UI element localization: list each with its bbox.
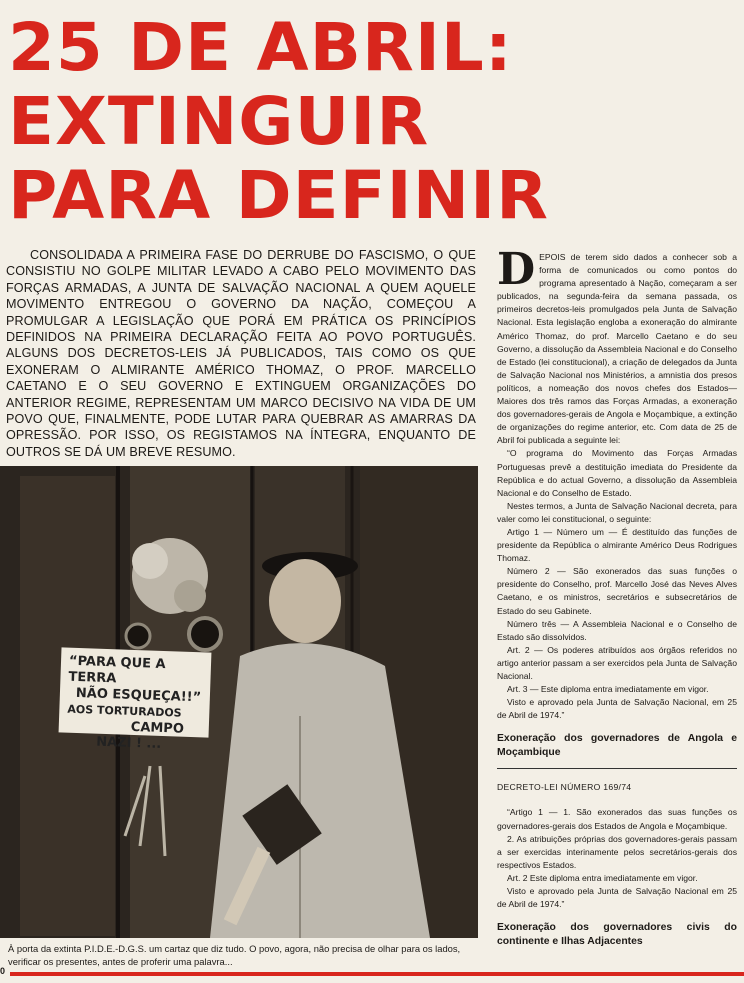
sign-line-2: NÃO ESQUEÇA!!”	[75, 685, 202, 706]
law-paragraph-7: Art. 3 — Este diploma entra imediatamente em vigor.	[507, 684, 709, 695]
dropcap: D	[497, 244, 536, 295]
right-column	[497, 244, 737, 949]
sign-line-3: AOS TORTURADOS	[67, 702, 182, 720]
bottom-rule	[10, 972, 744, 976]
decree-paragraph-3: Art. 2 Este diploma entra imediatamente em vigor.	[507, 872, 698, 883]
decreto-heading: DECRETO-LEI NÚMERO 169/74	[497, 782, 632, 793]
subheading-governadores-civis: Exoneração dos governadores civis do continente e Ilhas Adjacentes	[497, 922, 737, 948]
law-paragraph-6: Art. 2 — Os poderes atribuídos aos órgãos referidos no artigo anterior passam a ser exercidos pela Junta de Salvação Nacional.	[497, 644, 737, 681]
law-paragraph-2: Nestes termos, a Junta de Salvação Nacional decreta, para valer como lei constitucional, o seguinte:	[497, 500, 737, 524]
headline-line-2: EXTINGUIR	[8, 83, 430, 160]
law-paragraph-8: Visto e aprovado pela Junta de Salvação Nacional, em 25 de Abril de 1974.”	[497, 697, 737, 721]
headline-line-3: PARA DEFINIR	[8, 157, 550, 234]
law-paragraph-3: Artigo 1 — Número um — É destituído das funções de presidente da República o almirante Américo Deus Rodrigues Thomaz.	[497, 526, 737, 564]
lead-paragraph: CONSOLIDADA A PRIMEIRA FASE DO DERRUBE DO FASCISMO, O QUE CONSISTIU NO GOLPE MILITAR LEVADO A CABO PELO MOVIMENTO DAS FORÇAS ARMADAS, A JUNTA DE SALVAÇÃO NACIONAL A QUEM AQUELE MOVIMENTO ENTREGOU O GOVERNO DA NAÇÃO, COMEÇOU A PROMULGAR A LEGISLAÇÃO QUE PORÁ EM PRÁTICA OS PRINCÍPIOS DEFINIDOS NA PRIMEIRA DECLARAÇÃO FEITA AO POVO PORTUGUÊS. ALGUNS DOS DECRETOS-LEIS JÁ PUBLICADOS, TAIS COMO OS QUE EXONERAM O ALMIRANTE AMÉRICO THOMAZ, O PROF. MARCELLO CAETANO E O SEU GOVERNO E EXTINGUEM ORGANIZAÇÕES DO ANTERIOR REGIME, REPRESENTAM UM MARCO DECISIVO NA VIDA DE UM POVO QUE, FINALMENTE, PODE LUTAR PARA QUEBRAR AS AMARRAS DA OPRESSÃO. POR ISSO, OS REGISTAMOS NA ÍNTEGRA, ENQUANTO DE OUTROS SE DÁ UM BREVE RESUMO.	[6, 248, 476, 459]
law-paragraph-4: Número 2 — São exonerados das suas funções o presidente do Conselho, prof. Marcello José das Neves Alves Caetano, e os ministros, secretários e subsecretários de Estado do seu Gabinete.	[497, 566, 737, 616]
photo-caption: À porta da extinta P.I.D.E.-D.G.S. um cartaz que diz tudo. O povo, agora, não precisa de olhar para os lados, verificar os presentes, antes de proferir uma palavra...	[8, 943, 461, 967]
page-number: 0	[0, 966, 6, 976]
decree-paragraph-1: “Artigo 1 — 1. São exonerados das suas funções os governadores-gerais dos Estados de Angola e Moçambique.	[497, 807, 737, 831]
intro-text: EPOIS de terem sido dados a conhecer sob a forma de comunicados ou como pontos do programa apresentado à Nação, começaram a ser publicados, na segunda-feira da semana passada, os primeiros decretos-leis promulgados pela Junta de Salvação Nacional. Esta legislação engloba a exoneração do almirante Américo Thomaz, do prof. Marcello Caetano e do seu Governo, a dissolução da Assembleia Nacional e do Conselho de Estado (lei constitucional), a criação de delegados da Junta de Salvação Nacional nos Ministérios, a amnistia dos presos políticos, a nomeação dos novos chefes dos Estados—Maiores dos três ramos das Forças Armadas, a exoneração dos governadores-gerais de Angola e Moçambique, a extinção de organizações do regime anterior, etc. Com data de 25 de Abril foi publicada a seguinte lei:	[497, 252, 737, 446]
intro-paragraph	[497, 244, 737, 447]
subheading-angola: Exoneração dos governadores de Angola e Moçambique	[497, 733, 737, 759]
law-paragraph-1: “O programa do Movimento das Forças Armadas Portuguesas prevê a destituição imediata do Presidente da República e do actual Governo, a dissolução da Assembleia Nacional e do Conselho de Estado.	[497, 448, 737, 498]
headline	[8, 9, 744, 234]
sign-line-5: NAZI ! ...	[95, 734, 162, 752]
protest-sign	[59, 647, 212, 752]
sign-line-4: CAMPO	[130, 719, 185, 737]
divider	[497, 768, 737, 769]
decree-paragraph-4: Visto e aprovado pela Junta de Salvação Nacional em 25 de Abril de 1974.”	[497, 886, 737, 910]
decree-paragraph-2: 2. As atribuições próprias dos governadores-gerais passam a ser exercidas interinamente pelos secretários-gerais dos respectivos Estados.	[497, 833, 737, 870]
sign-line-1: “PARA QUE A TERRA	[68, 653, 166, 687]
law-paragraph-5: Número três — A Assembleia Nacional e o Conselho de Estado são dissolvidos.	[497, 618, 737, 642]
headline-line-1: 25 DE ABRIL:	[8, 9, 513, 86]
